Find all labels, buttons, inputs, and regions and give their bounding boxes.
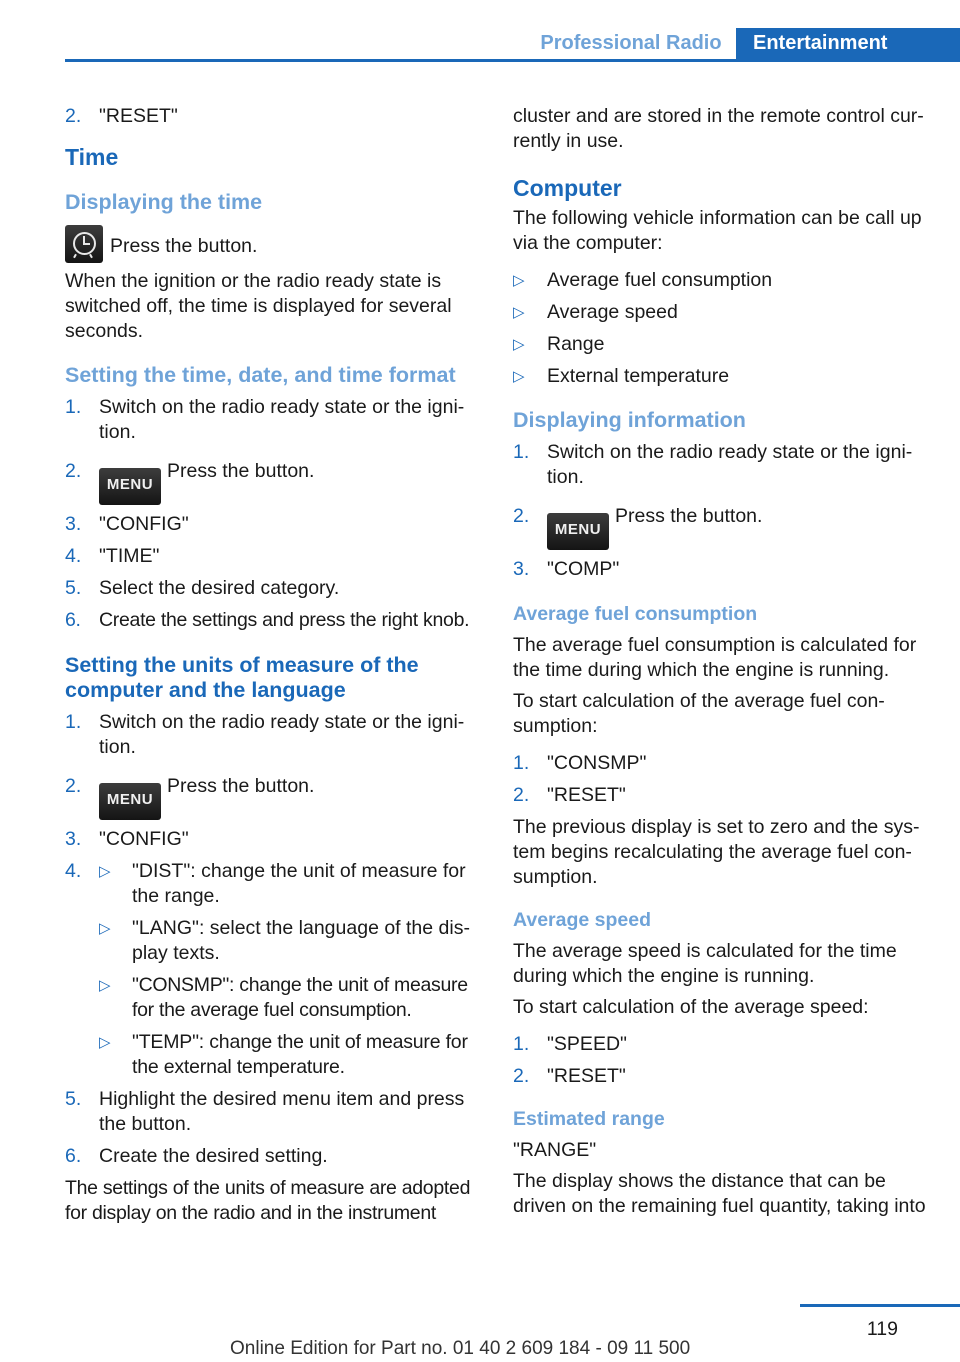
- heading-time: Time: [65, 144, 119, 170]
- list-item: 5. Highlight the desired menu item and press the button.: [65, 1088, 465, 1135]
- list-item: 2. "RESET": [65, 105, 178, 127]
- footer-edition: Online Edition for Part no. 01 40 2 609 184 - 09 11 500: [230, 1338, 691, 1359]
- page-number: 119: [866, 1318, 898, 1340]
- list-item: ▷ Average fuel consumption: [513, 269, 773, 291]
- sub-list-item: ▷ "LANG": select the language of the dis-play texts.: [99, 917, 470, 964]
- triangle-bullet-icon: ▷: [513, 336, 525, 353]
- list-item: 3. "COMP": [513, 558, 620, 580]
- paragraph: cluster and are stored in the remote control cur-rently in use.: [513, 105, 924, 152]
- clock-icon: [65, 225, 103, 263]
- list-item: 3. "CONFIG": [65, 828, 189, 850]
- list-item: 1. Switch on the radio ready state or the igni-tion.: [65, 711, 465, 758]
- list-item: 4. "TIME": [65, 545, 160, 567]
- menu-button-icon: MENU: [99, 783, 161, 820]
- header-section: Professional Radio: [540, 32, 722, 54]
- list-item: ▷ Average speed: [513, 301, 678, 323]
- heading-range: Estimated range: [513, 1108, 665, 1130]
- triangle-bullet-icon: ▷: [99, 920, 111, 937]
- list-item: 2. MENUPress the button.: [65, 774, 481, 820]
- triangle-bullet-icon: ▷: [513, 272, 525, 289]
- list-item: 1. Switch on the radio ready state or the igni-tion.: [65, 396, 465, 443]
- sub-list-item: ▷ "DIST": change the unit of measure for the range.: [99, 860, 466, 907]
- heading-display-time: Displaying the time: [65, 190, 263, 214]
- paragraph: When the ignition or the radio ready state is switched off, the time is displayed for several seconds.: [65, 270, 452, 342]
- heading-avg-speed: Average speed: [513, 909, 652, 931]
- heading-set-time: Setting the time, date, and time format: [65, 363, 456, 387]
- list-item: 3. "CONFIG": [65, 513, 189, 535]
- header-rule: [65, 59, 960, 62]
- list-item: 6. Create the desired setting.: [65, 1145, 328, 1167]
- header-chapter: Entertainment: [736, 28, 960, 59]
- sub-list-item: ▷ "CONSMP": change the unit of measure for the average fuel consumption.: [99, 974, 468, 1021]
- heading-display-info: Displaying information: [513, 408, 746, 432]
- triangle-bullet-icon: ▷: [513, 368, 525, 385]
- list-item: 1. Switch on the radio ready state or the igni-tion.: [513, 441, 913, 488]
- clock-press-line: Press the button.: [65, 225, 481, 263]
- heading-avg-fuel: Average fuel consumption: [513, 603, 758, 625]
- list-item: 2. "RESET": [513, 1065, 626, 1087]
- menu-button-icon: MENU: [99, 468, 161, 505]
- list-item: 5. Select the desired category.: [65, 577, 340, 599]
- triangle-bullet-icon: ▷: [513, 304, 525, 321]
- footer-rule: [800, 1304, 960, 1307]
- sub-list-item: ▷ "TEMP": change the unit of measure for the external temperature.: [99, 1031, 468, 1078]
- list-item: 2. MENUPress the button.: [513, 504, 931, 550]
- paragraph: The average speed is calculated for the time during which the engine is running.: [513, 940, 897, 987]
- paragraph: The display shows the distance that can be driven on the remaining fuel quantity, taking into: [513, 1170, 926, 1217]
- paragraph: To start calculation of the average speed:: [513, 996, 869, 1018]
- triangle-bullet-icon: ▷: [99, 1034, 111, 1051]
- paragraph: The average fuel consumption is calculated for the time during which the engine is running.: [513, 634, 917, 681]
- list-item: 6. Create the settings and press the right knob.: [65, 609, 470, 631]
- paragraph: The previous display is set to zero and the sys-tem begins recalculating the average fuel con-sumption.: [513, 816, 920, 888]
- triangle-bullet-icon: ▷: [99, 977, 111, 994]
- list-item: ▷ External temperature: [513, 365, 730, 387]
- list-item: 1. "CONSMP": [513, 752, 647, 774]
- list-item: ▷ Range: [513, 333, 605, 355]
- left-column: [65, 104, 481, 1232]
- menu-button-icon: MENU: [547, 513, 609, 550]
- heading-computer: Computer: [513, 175, 622, 201]
- heading-units: Setting the units of measure of the computer and the language: [65, 653, 419, 702]
- right-column: [513, 104, 931, 1225]
- list-item: 2. MENUPress the button.: [65, 459, 481, 505]
- paragraph: The following vehicle information can be call up via the computer:: [513, 207, 922, 254]
- list-item: 1. "SPEED": [513, 1033, 627, 1055]
- list-item: 2. "RESET": [513, 784, 626, 806]
- paragraph: The settings of the units of measure are adopted for display on the radio and in the instrument: [65, 1177, 471, 1224]
- paragraph: To start calculation of the average fuel con-sumption:: [513, 690, 885, 737]
- triangle-bullet-icon: ▷: [99, 863, 111, 880]
- list-item: 4. ▷ "DIST": change the unit of measure for the range. ▷ "LANG": select the language of the dis-play texts. ▷ "CONSMP": change the unit of measure for the average fuel consumption. ▷ "TEMP": change the unit of measure for the external temperature.: [65, 859, 481, 1080]
- paragraph: "RANGE": [513, 1139, 597, 1161]
